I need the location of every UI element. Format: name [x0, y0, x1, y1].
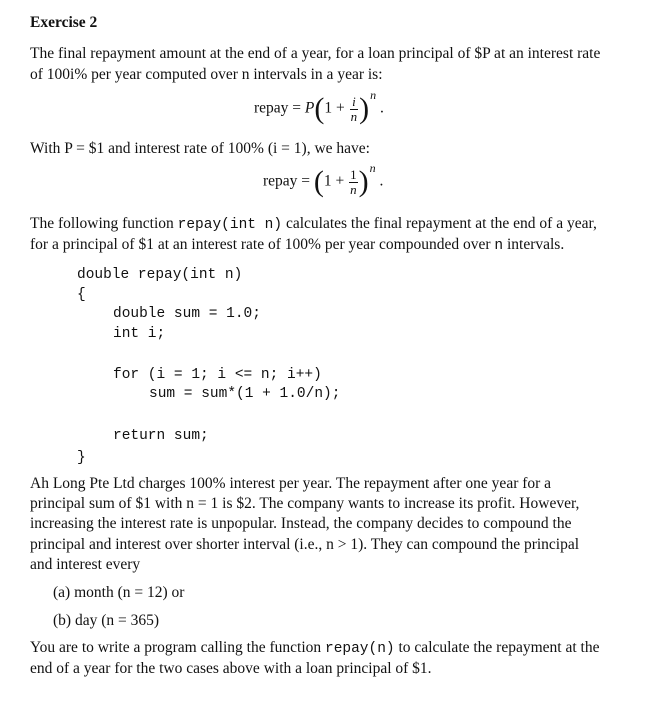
- function-call-inline: repay(n): [325, 641, 395, 657]
- final-line-2: end of a year for the two cases above with a loan principal of $1.: [30, 660, 432, 677]
- code-line: double sum = 1.0;: [113, 306, 261, 322]
- eq2-numerator: 1: [350, 166, 357, 182]
- code-line: sum = sum*(1 + 1.0/n);: [149, 386, 341, 402]
- intro-line-1: The final repayment amount at the end of a year, for a loan principal of $P at an interest rate: [30, 45, 601, 62]
- option-month: (a) month (n = 12) or: [53, 584, 185, 601]
- code-line: double repay(int n): [77, 267, 243, 283]
- function-desc-text-d: intervals.: [503, 236, 565, 253]
- eq2-right-paren: ): [358, 165, 369, 198]
- eq1-equals: =: [292, 99, 302, 117]
- eq2-denominator: n: [350, 181, 357, 197]
- option-day: (b) day (n = 365): [53, 612, 160, 629]
- eq2-fraction: [349, 168, 358, 197]
- paragraph-line: Ah Long Pte Ltd charges 100% interest per year. The repayment after one year for a: [30, 475, 552, 492]
- paragraph-line: principal and interest over shorter interval (i.e., n > 1). They can compound the principal: [30, 536, 580, 553]
- function-signature-inline: repay(int n): [177, 217, 283, 233]
- intro-line-2: of 100i% per year computed over n intervals in a year is:: [30, 66, 383, 83]
- eq1-period: .: [380, 99, 384, 117]
- final-text-b: to calculate the repayment at the: [394, 639, 600, 656]
- eq1-plus: +: [336, 99, 345, 117]
- eq2-period: .: [379, 172, 384, 190]
- function-desc-text-b: calculates the final repayment at the end of a year,: [282, 215, 597, 232]
- function-desc-text-a: The following function: [30, 215, 178, 232]
- function-desc-line-1: [30, 214, 597, 235]
- eq1-denominator: n: [350, 108, 358, 124]
- final-text-a: You are to write a program calling the function: [30, 639, 325, 656]
- code-line: {: [77, 287, 86, 303]
- exercise-title: Exercise 2: [30, 14, 98, 31]
- eq1-left-paren: (: [314, 92, 325, 125]
- eq1-principal: P: [304, 99, 315, 117]
- eq1-fraction: [350, 95, 359, 124]
- function-param-inline: n: [494, 238, 504, 254]
- paragraph-line: and interest every: [30, 556, 141, 573]
- eq1-right-paren: ): [359, 92, 370, 125]
- eq1-numerator: i: [350, 95, 359, 110]
- final-line-1: [30, 638, 599, 659]
- eq1-one: 1: [324, 99, 333, 117]
- code-line: return sum;: [113, 428, 209, 444]
- function-desc-line-2: [30, 235, 564, 256]
- function-desc-text-c: for a principal of $1 at an interest rate of 100% per year compounded over: [30, 236, 495, 253]
- eq2-exponent: n: [369, 160, 376, 175]
- equation-general: [254, 87, 384, 125]
- eq2-lhs: repay: [263, 172, 298, 190]
- eq2-one: 1: [323, 172, 332, 190]
- paragraph-line: increasing the interest rate is unpopular. Instead, the company decides to compound the: [30, 515, 572, 532]
- code-line: for (i = 1; i <= n; i++): [113, 367, 322, 383]
- eq2-plus: +: [335, 172, 345, 190]
- code-line: }: [77, 450, 86, 466]
- equation-specific: [263, 160, 384, 198]
- with-line: With P = $1 and interest rate of 100% (i = 1), we have:: [30, 140, 370, 157]
- eq2-equals: =: [301, 172, 311, 190]
- code-line: int i;: [113, 326, 166, 342]
- paragraph-line: principal sum of $1 with n = 1 is $2. The company wants to increase its profit. However,: [30, 495, 580, 512]
- eq2-left-paren: (: [313, 165, 324, 198]
- eq1-lhs: repay: [254, 99, 289, 117]
- eq1-exponent: n: [370, 87, 377, 102]
